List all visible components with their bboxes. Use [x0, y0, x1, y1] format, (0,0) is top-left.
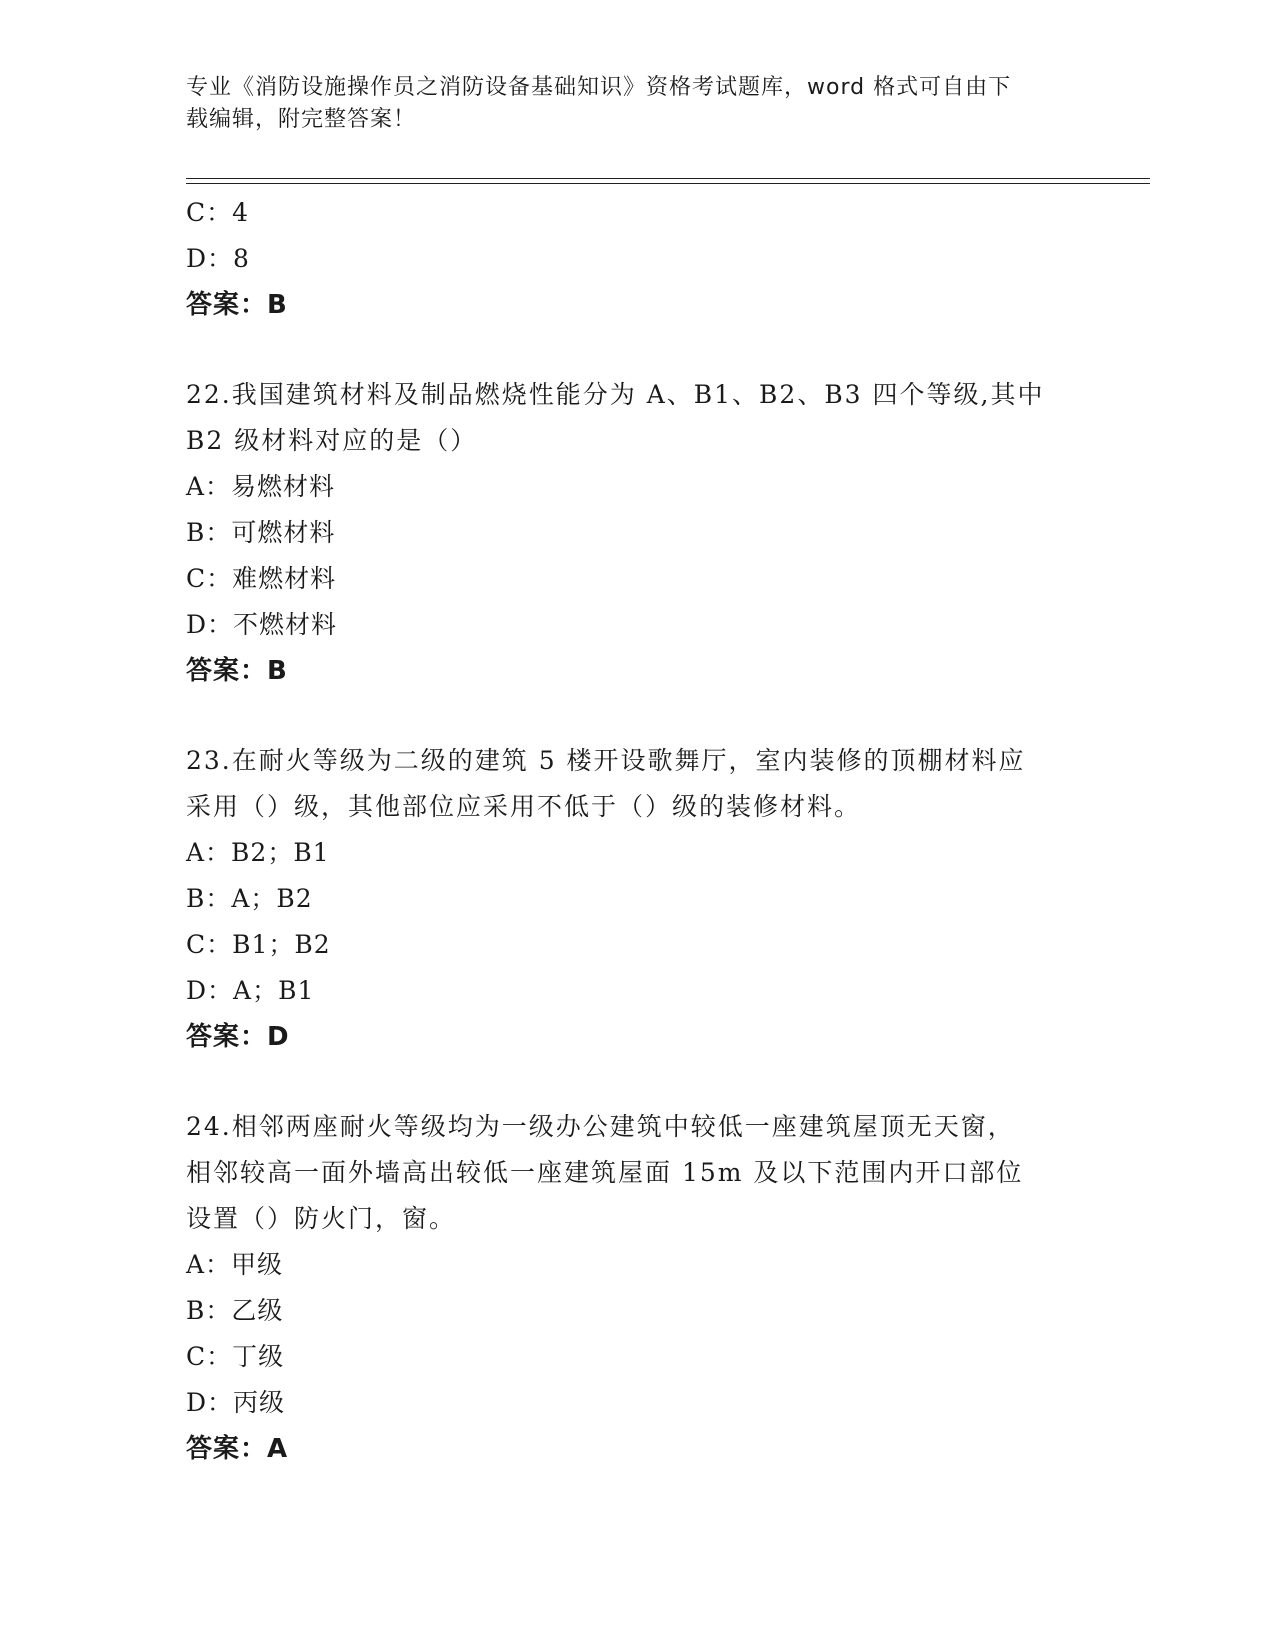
question-text-line: 23.在耐火等级为二级的建筑 5 楼开设歌舞厅，室内装修的顶棚材料应: [186, 746, 1026, 775]
question-text-line: 24.相邻两座耐火等级均为一级办公建筑中较低一座建筑屋顶无天窗，: [186, 1112, 1015, 1141]
question-text-line: 相邻较高一面外墙高出较低一座建筑屋面 15m 及以下范围内开口部位: [186, 1158, 1024, 1187]
option-d: D：A；B1: [186, 976, 315, 1005]
header-divider-top: [186, 178, 1150, 179]
option-d: D：丙级: [186, 1388, 286, 1417]
option-b: B：A；B2: [186, 884, 313, 913]
header-divider-bottom: [186, 183, 1150, 184]
answer-line: 答案：B: [186, 290, 288, 320]
option-c: C：B1；B2: [186, 930, 331, 959]
previous-question-tail: [186, 190, 1086, 328]
option-b: B：乙级: [186, 1296, 284, 1325]
option-b: B：可燃材料: [186, 518, 336, 547]
question-text-line: 设置（）防火门，窗。: [186, 1204, 457, 1233]
option-c: C：丁级: [186, 1342, 285, 1371]
question-text-line: 22.我国建筑材料及制品燃烧性能分为 A、B1、B2、B3 四个等级,其中: [186, 380, 1045, 409]
document-header: [186, 72, 1086, 136]
question-list: [186, 190, 1086, 1472]
option-c: C：难燃材料: [186, 564, 337, 593]
option-c: C：4: [186, 198, 250, 227]
answer-line: 答案：B: [186, 656, 288, 686]
option-a: A：甲级: [186, 1250, 284, 1279]
answer-line: 答案：A: [186, 1434, 289, 1464]
question-text-line: B2 级材料对应的是（）: [186, 426, 478, 455]
question-text-line: 采用（）级，其他部位应采用不低于（）级的装修材料。: [186, 792, 862, 821]
header-line-2: 载编辑，附完整答案！: [186, 107, 417, 132]
option-d: D：不燃材料: [186, 610, 338, 639]
option-d: D：8: [186, 244, 250, 273]
header-line-1: 专业《消防设施操作员之消防设备基础知识》资格考试题库，word 格式可自由下: [186, 75, 1012, 100]
question-23: [186, 738, 1086, 1060]
answer-line: 答案：D: [186, 1022, 290, 1052]
question-22: [186, 372, 1086, 694]
option-a: A：B2；B1: [186, 838, 330, 867]
question-24: [186, 1104, 1086, 1472]
option-a: A：易燃材料: [186, 472, 336, 501]
